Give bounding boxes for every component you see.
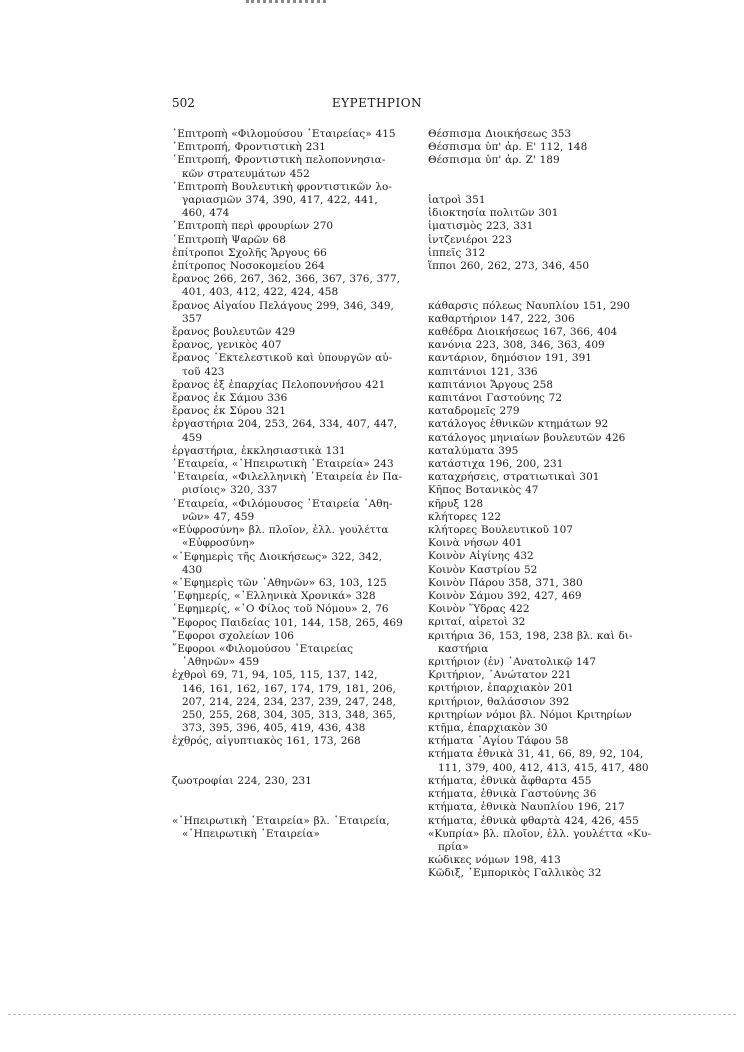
index-entry: κτήματα, ἐθνικὰ Γαστούνης 36 xyxy=(428,788,597,801)
index-entry: ἵπποι 260, 262, 273, 346, 450 xyxy=(428,260,590,272)
running-title: ΕΥΡΕΤΗΡΙΟΝ xyxy=(331,96,423,110)
page-number: 502 xyxy=(172,96,195,110)
index-entry: ῾Εταιρεία, «Φιλελληνικὴ ῾Εταιρεία ἐν Πα-ρισίοις» 320, 337 xyxy=(172,471,403,497)
index-entry: ἱππεῖς 312 xyxy=(428,246,486,259)
index-entry: καπιτάνοι Γαστούνης 72 xyxy=(428,392,563,404)
index-entry: ῎Εφοροι «Φιλομούσου ῾Εταιρείας ᾿Αθηνῶν» 459 xyxy=(172,642,354,669)
index-entry: «᾿Εφημερὶς τῆς Διοικήσεως» 322, 342, 430 xyxy=(172,550,382,576)
index-entry: καταχρήσεις, στρατιωτικαὶ 301 xyxy=(428,471,600,484)
index-entry: κτῆμα, ἐπαρχιακὸν 30 xyxy=(428,722,548,735)
index-entry: Κοινὸν Ὕδρας 422 xyxy=(428,603,530,616)
index-entry: ᾿Επιτροπὴ Ψαρῶν 68 xyxy=(172,233,286,246)
index-entry: Θέσπισμα ὑπ' ἀρ. Ζ' 189 xyxy=(428,154,560,167)
index-entry: ἐχθροὶ 69, 71, 94, 105, 115, 137, 142, 146, 161, 162, 167, 174, 179, 181, 206, 207, 214, 224, 234, 237, 239, 247, 248, 250, 255, 268, 304, 305, 313, 348, 365, 373, 395, 396, 405, 419, 436, 438 xyxy=(172,669,396,735)
index-entry: ἔρανος ἐκ Σύρου 321 xyxy=(172,405,286,418)
index-entry: Κοινὸν Πάρου 358, 371, 380 xyxy=(428,576,583,589)
index-entry: «Κυπρία» βλ. πλοῖον, ἑλλ. γουλέττα «Κυ-πρία» xyxy=(428,827,651,853)
index-gap xyxy=(428,273,660,286)
index-entry: ᾿Εφημερίς, «᾿Ελληνικὰ Χρονικά» 328 xyxy=(172,590,376,603)
index-gap xyxy=(428,168,660,181)
index-entry: κτήματα ῾Αγίου Τάφου 58 xyxy=(428,735,569,748)
index-entry: Θέσπισμα ὑπ' ἀρ. Ε' 112, 148 xyxy=(428,141,588,154)
index-entry: κτήματα, ἐθνικὰ ἄφθαρτα 455 xyxy=(428,774,592,787)
index-column-right xyxy=(428,128,660,881)
index-entry: καταλύματα 395 xyxy=(428,444,519,457)
index-entry: Κῆπος Βοτανικὸς 47 xyxy=(428,484,539,497)
index-entry: Κριτήριον, ᾿Ανώτατον 221 xyxy=(428,669,572,682)
index-entry: κριταί, αἱρετοὶ 32 xyxy=(428,616,526,629)
index-entry: ἐχθρός, αἰγυπτιακὸς 161, 173, 268 xyxy=(172,735,361,748)
index-entry: ἰατροὶ 351 xyxy=(428,193,486,206)
index-entry: ῾Εταιρεία, «Φιλόμουσος ῾Εταιρεία ᾿Αθη-νῶν» 47, 459 xyxy=(172,497,393,523)
index-entry: κῆρυξ 128 xyxy=(428,497,484,510)
index-gap xyxy=(172,801,404,814)
index-entry: κανόνια 223, 308, 346, 363, 409 xyxy=(428,339,605,352)
index-entry: κριτήριον (ἐν) ᾿Ανατολικῷ 147 xyxy=(428,656,597,669)
index-entry: «Εὐφροσύνη» βλ. πλοῖον, ἑλλ. γουλέττα «Εὐφροσύνη» xyxy=(172,524,389,550)
index-entry: ἱματισμὸς 223, 331 xyxy=(428,220,534,233)
index-entry: ἔρανος 266, 267, 362, 366, 367, 376, 377, 401, 403, 412, 422, 424, 458 xyxy=(172,273,400,299)
index-gap xyxy=(172,749,404,762)
index-entry: ῎Εφορος Παιδείας 101, 144, 158, 265, 469 xyxy=(172,616,403,629)
index-entry: Κοινὸν Αἰγίνης 432 xyxy=(428,550,534,563)
scan-artifact-bottom xyxy=(8,1014,736,1015)
index-column-left xyxy=(172,128,404,841)
index-entry: καθαρτήριον 147, 222, 306 xyxy=(428,312,575,325)
index-entry: κτήματα, ἐθνικὰ φθαρτὰ 424, 426, 455 xyxy=(428,814,639,827)
index-gap xyxy=(428,181,660,194)
index-entry: κατάλογος μηνιαίων βουλευτῶν 426 xyxy=(428,431,626,444)
index-entry: ἰντζενιέροι 223 xyxy=(428,233,512,246)
index-entry: ἔρανος ἐκ Σάμου 336 xyxy=(172,392,288,405)
index-entry: καθέδρα Διοικήσεως 167, 366, 404 xyxy=(428,325,618,338)
index-entry: ἐπίτροπος Νοσοκομείου 264 xyxy=(172,260,325,273)
index-entry: κάθαρσις πόλεως Ναυπλίου 151, 290 xyxy=(428,299,630,312)
index-entry: ᾿Επιτροπὴ Βουλευτικὴ φροντιστικῶν λο-γαριασμῶν 374, 390, 417, 422, 441, 460, 474 xyxy=(172,180,392,220)
index-entry: Κοινὸν Καστρίου 52 xyxy=(428,563,538,576)
index-entry: κλήτορες Βουλευτικοῦ 107 xyxy=(428,524,573,537)
index-entry: ᾿Επιτροπὴ «Φιλομούσου ῾Εταιρείας» 415 xyxy=(172,128,396,140)
index-entry: Κῶδιξ, ᾿Εμπορικὸς Γαλλικὸς 32 xyxy=(428,867,602,880)
index-entry: ῎Εφοροι σχολείων 106 xyxy=(172,629,294,642)
scan-artifact-top xyxy=(246,0,326,7)
index-entry: ἔρανος, γενικὸς 407 xyxy=(172,339,282,352)
index-entry: «᾿Εφημερὶς τῶν ᾿Αθηνῶν» 63, 103, 125 xyxy=(172,576,387,589)
index-entry: Κοινὸν Σάμου 392, 427, 469 xyxy=(428,590,582,603)
index-entry: ἔρανος ἐξ ἐπαρχίας Πελοποννήσου 421 xyxy=(172,378,386,391)
index-entry: ἔρανος ᾿Εκτελεστικοῦ καὶ ὑπουργῶν αὐ-τοῦ 423 xyxy=(172,352,393,378)
index-entry: ᾿Επιτροπὴ περὶ φρουρίων 270 xyxy=(172,220,334,233)
index-entry: κριτήριον, θαλάσσιον 392 xyxy=(428,695,570,708)
index-gap xyxy=(172,762,404,775)
index-entry: ἔρανος Αἰγαίου Πελάγους 299, 346, 349, 357 xyxy=(172,299,394,325)
index-entry: ᾿Επιτροπή, Φροντιστικὴ 231 xyxy=(172,141,326,154)
index-gap xyxy=(172,788,404,801)
index-entry: κατάστιχα 196, 200, 231 xyxy=(428,458,564,471)
index-entry: ἐπίτροποι Σχολῆς Ἄργους 66 xyxy=(172,246,327,259)
index-entry: καταδρομεῖς 279 xyxy=(428,405,520,418)
index-entry: κριτηρίων νόμοι βλ. Νόμοι Κριτηρίων xyxy=(428,708,632,721)
index-entry: ἔρανος βουλευτῶν 429 xyxy=(172,326,296,339)
index-entry: καπιτάνιοι Ἄργους 258 xyxy=(428,378,553,391)
index-entry: ᾿Επιτροπή, Φροντιστικὴ πελοποννησια-κῶν στρατευμάτων 452 xyxy=(172,154,386,180)
index-entry: ῾Εταιρεία, «᾿Ηπειρωτικὴ ῾Εταιρεία» 243 xyxy=(172,458,394,471)
index-entry: κτήματα, ἐθνικὰ Ναυπλίου 196, 217 xyxy=(428,801,625,814)
index-entry: ἰδιοκτησία πολιτῶν 301 xyxy=(428,207,559,220)
index-entry: ἐργαστήρια 204, 253, 264, 334, 407, 447, 459 xyxy=(172,418,398,444)
index-entry: κατάλογος ἐθνικῶν κτημάτων 92 xyxy=(428,418,609,431)
index-entry: Κοινὰ νήσων 401 xyxy=(428,537,523,550)
index-entry: ᾿Εφημερίς, «᾿Ο Φίλος τοῦ Νόμου» 2, 76 xyxy=(172,603,389,616)
index-gap xyxy=(428,286,660,299)
index-entry: ἐργαστήρια, ἐκκλησιαστικὰ 131 xyxy=(172,444,346,457)
index-entry: ζωοτροφίαι 224, 230, 231 xyxy=(172,774,312,787)
index-entry: κριτήρια 36, 153, 198, 238 βλ. καὶ δι-καστήρια xyxy=(428,629,633,655)
index-entry: κλήτορες 122 xyxy=(428,510,502,523)
index-entry: «᾿Ηπειρωτικὴ ῾Εταιρεία» βλ. ῾Εταιρεία, «᾿Ηπειρωτικὴ ῾Εταιρεία» xyxy=(172,814,390,840)
index-entry: Θέσπισμα Διοικήσεως 353 xyxy=(428,128,572,140)
index-entry: κτήματα ἐθνικὰ 31, 41, 66, 89, 92, 104, 111, 379, 400, 412, 413, 415, 417, 480 xyxy=(428,748,649,774)
index-entry: κριτήριον, ἐπαρχιακὸν 201 xyxy=(428,682,574,695)
index-entry: καπιτάνιοι 121, 336 xyxy=(428,365,538,378)
index-entry: καντάριον, δημόσιον 191, 391 xyxy=(428,352,592,365)
index-entry: κώδικες νόμων 198, 413 xyxy=(428,854,561,867)
